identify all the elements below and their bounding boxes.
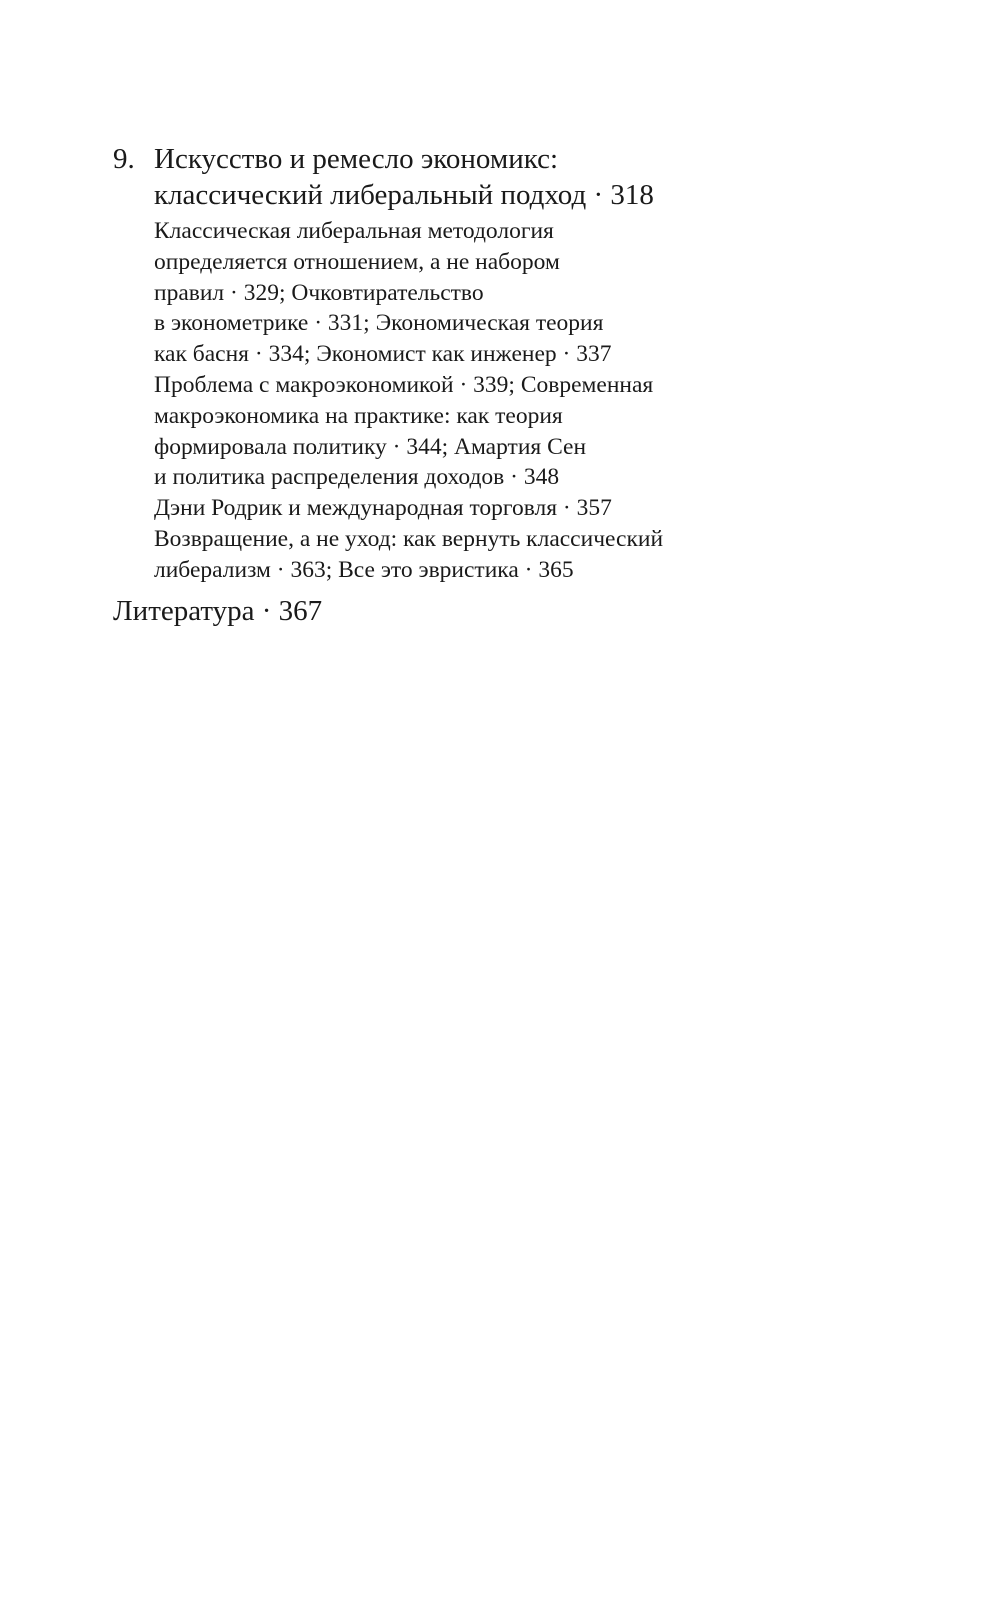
section-line: Проблема с макроэкономикой · 339; Современная <box>154 371 654 398</box>
section-line: Дэни Родрик и международная торговля · 357 <box>154 495 612 522</box>
section-line: правил · 329; Очковтирательство <box>154 279 484 306</box>
section-line: и политика распределения доходов · 348 <box>154 464 560 491</box>
section-line: макроэкономика на практике: как теория <box>154 402 563 429</box>
section-line: в эконометрике · 331; Экономическая теория <box>154 310 604 337</box>
chapter-title-line: Искусство и ремесло экономикс: <box>154 143 559 175</box>
chapter-title <box>154 141 794 213</box>
section-line: как басня · 334; Экономист как инженер · 337 <box>154 341 612 368</box>
chapter-title-line: классический либеральный подход · 318 <box>154 179 654 211</box>
toc-bibliography-entry: Литература · 367 <box>113 595 323 627</box>
chapter-number: 9. <box>113 143 135 175</box>
section-line: определяется отношением, а не набором <box>154 248 560 275</box>
section-line: формировала политику · 344; Амартия Сен <box>154 433 587 460</box>
chapter-sections <box>154 216 814 586</box>
section-line: Возвращение, а не уход: как вернуть классический <box>154 525 664 552</box>
section-line: Классическая либеральная методология <box>154 218 554 244</box>
section-line: либерализм · 363; Все это эвристика · 365 <box>154 556 574 583</box>
